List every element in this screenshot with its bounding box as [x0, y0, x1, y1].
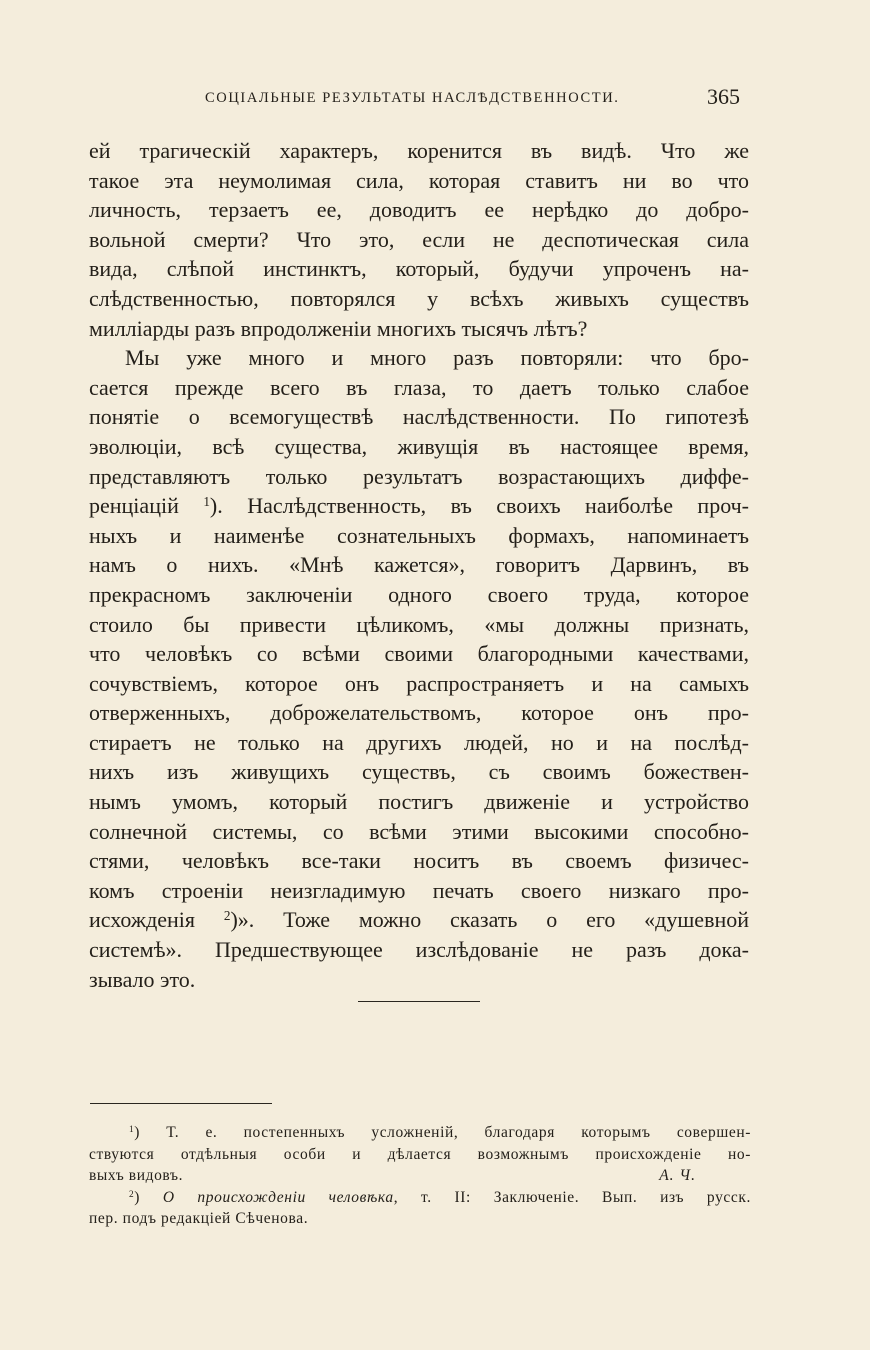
text-line: ей трагическій характеръ, коренится въ видѣ. Что же: [89, 138, 749, 163]
text-line: нымъ умомъ, который постигъ движеніе и устройство: [89, 789, 749, 815]
text-line: милліарды разъ впродолженіи многихъ тысячъ лѣтъ?: [89, 315, 588, 341]
text-line: стираетъ не только на другихъ людей, но и на послѣд-: [89, 729, 749, 755]
footnote-1-line: [89, 1165, 751, 1187]
text-line: стями, человѣкъ все-таки носитъ въ своемъ физичес-: [89, 848, 749, 874]
text-line: нихъ изъ живущихъ существъ, съ своимъ божествен-: [89, 759, 749, 785]
footnote-rule: [90, 1103, 272, 1104]
footnote-ref-2: 2: [223, 908, 231, 924]
text-fragment: исхожденія: [89, 907, 196, 933]
text-line-with-footnote-ref: [89, 491, 749, 521]
footnote-2-line: $^2$) О происхожденіи человѣка, т. II: Заключеніе. Вып. изъ русск.: [129, 1188, 751, 1206]
main-text: [89, 136, 749, 994]
text-line: прекрасномъ заключеніи одного своего труда, которое: [89, 581, 749, 607]
footnote-1-marker: 1: [129, 1124, 135, 1135]
text-line: личность, терзаетъ ее, доводитъ ее нерѣдко до добро-: [89, 197, 749, 223]
text-line: такое эта неумолимая сила, которая ставитъ ни во что: [89, 167, 749, 193]
footnote-2-marker: 2: [129, 1189, 135, 1200]
footnote-1-line: [89, 1122, 751, 1144]
text-line: понятіе о всемогуществѣ наслѣдственности. По гипотезѣ: [89, 404, 749, 430]
footnote-1-line: ствуются отдѣльныя особи и дѣлается возможнымъ происхожденіе но-: [89, 1145, 751, 1163]
footnote-signature: А. Ч.: [659, 1167, 696, 1185]
text-line: сается прежде всего въ глаза, то даетъ только слабое: [89, 374, 749, 400]
text-fragment: , т. II: Заключеніе. Вып. изъ русск.: [393, 1188, 751, 1206]
text-fragment: ) Т. е. постепенныхъ усложненій, благодаря которымъ совершен-: [134, 1124, 751, 1141]
text-fragment: ренціацій: [89, 493, 179, 519]
text-line: ныхъ и наименѣе сознательныхъ формахъ, напоминаетъ: [89, 522, 749, 548]
text-line: комъ строеніи неизгладимую печать своего низкаго про-: [89, 877, 749, 903]
running-title: СОЦІАЛЬНЫЕ РЕЗУЛЬТАТЫ НАСЛѢДСТВЕННОСТИ.: [205, 90, 620, 106]
text-fragment: ). Наслѣдственность, въ своихъ наиболѣе проч-: [209, 493, 749, 519]
footnote-ref-1: 1: [203, 493, 210, 509]
text-line-with-footnote-ref: [89, 905, 749, 935]
text-line: вольной смерти? Что это, если не деспотическая сила: [89, 226, 749, 252]
text-line: намъ о нихъ. «Мнѣ кажется», говоритъ Дарвинъ, въ: [89, 552, 749, 578]
cited-title: О происхожденіи человѣка: [162, 1188, 394, 1206]
text-line: сочувствіемъ, которое онъ распространяетъ и на самыхъ: [89, 670, 749, 696]
page-number: 365: [707, 84, 740, 109]
text-line: отверженныхъ, доброжелательствомъ, которое онъ про-: [89, 700, 749, 726]
text-fragment: )». Тоже можно сказать о его «душевной: [230, 907, 749, 933]
footnotes: [89, 1122, 751, 1230]
footnote-2-line: пер. подъ редакціей Сѣченова.: [89, 1210, 309, 1228]
text-line: представляютъ только результатъ возрастающихъ диффе-: [89, 463, 749, 489]
text-line: что человѣкъ со всѣми своими благородными качествами,: [89, 641, 749, 667]
paragraph-start-line: Мы уже много и много разъ повторяли: что бро-: [125, 345, 749, 371]
text-line: солнечной системы, со всѣми этими высокими способно-: [89, 818, 749, 844]
text-line: системѣ». Предшествующее изслѣдованіе не разъ дока-: [89, 937, 749, 963]
text-fragment: выхъ видовъ.: [89, 1167, 184, 1185]
text-line: эволюціи, всѣ существа, живущія въ настоящее время,: [89, 433, 749, 459]
text-line: стоило бы привести цѣликомъ, «мы должны признать,: [89, 611, 749, 637]
text-line: слѣдственностью, повторялся у всѣхъ живыхъ существъ: [89, 285, 749, 311]
text-line: вида, слѣпой инстинктъ, который, будучи упроченъ на-: [89, 256, 749, 282]
text-line: зывало это.: [89, 966, 196, 992]
section-separator: [358, 1001, 480, 1002]
